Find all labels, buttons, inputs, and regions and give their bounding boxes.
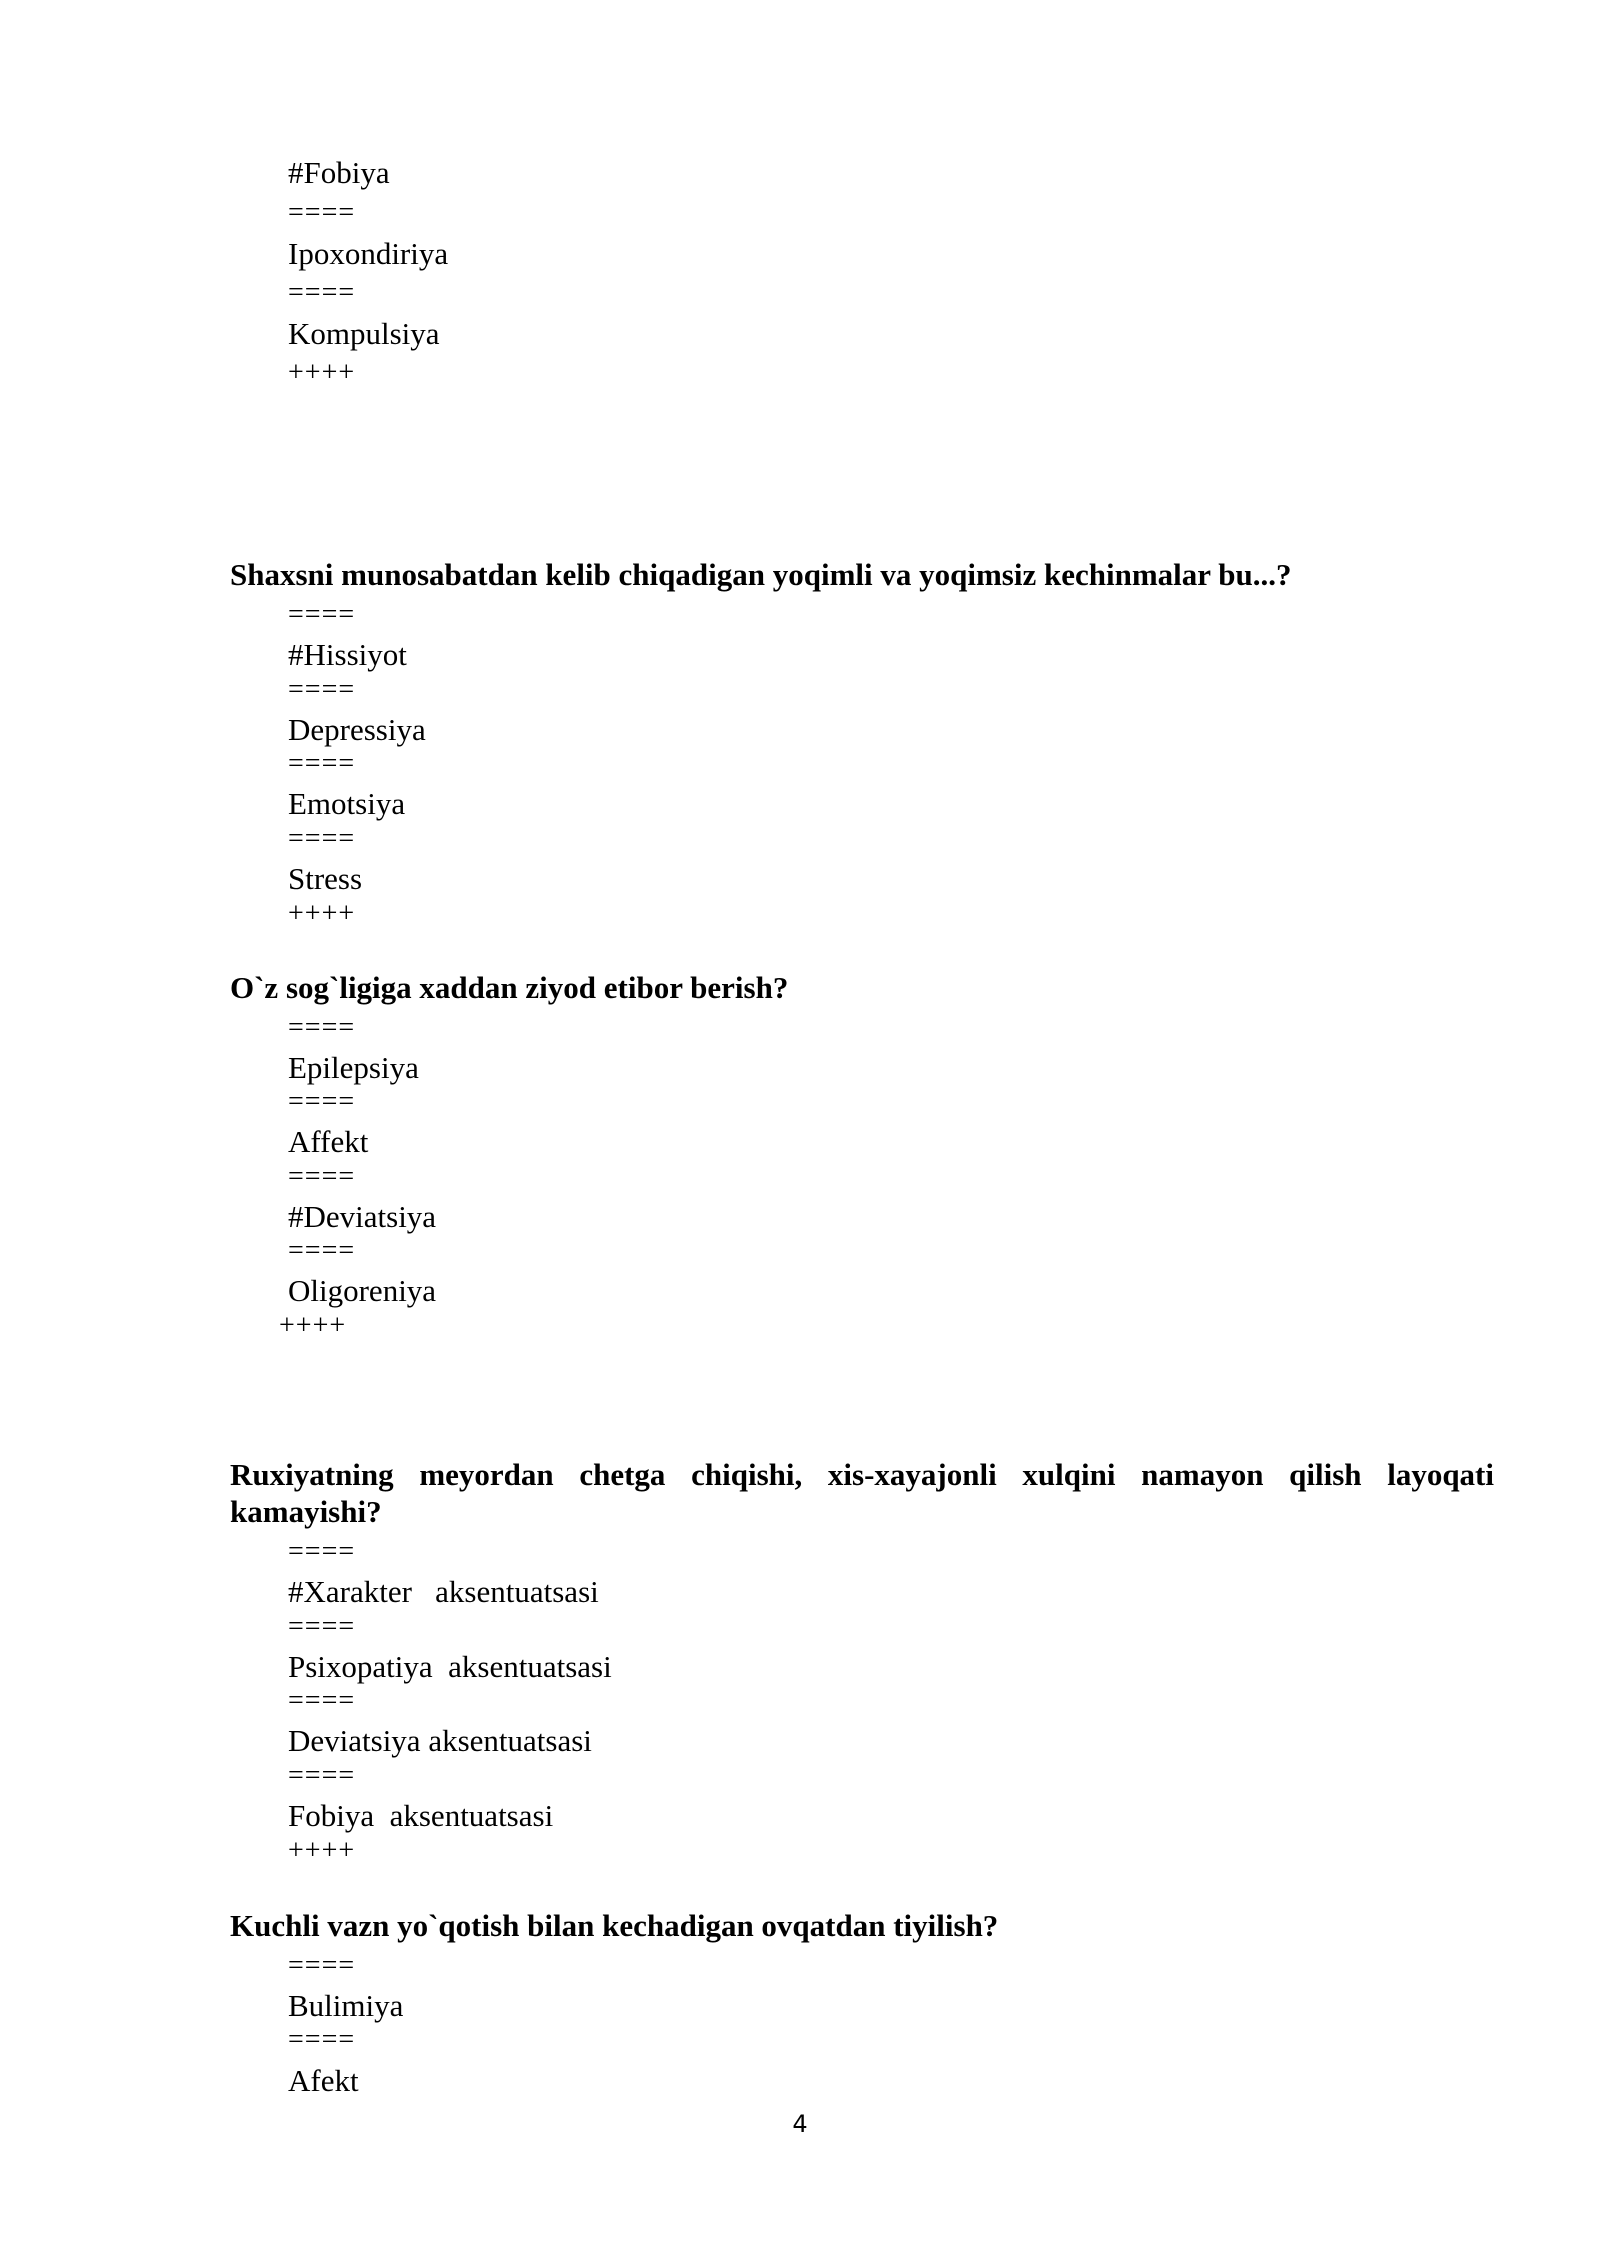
answer-option: Afekt xyxy=(288,2063,359,2098)
separator: ==== xyxy=(288,674,356,705)
answer-option: #Fobiya xyxy=(288,155,390,190)
question-text: Ruxiyatning meyordan chetga chiqishi, xis-xayajonli xulqini namayon qilish layoqati kamayishi? xyxy=(230,1457,1494,1529)
end-marker: ++++ xyxy=(288,357,356,388)
separator: ==== xyxy=(288,1235,356,1266)
answer-option: Oligoreniya xyxy=(288,1273,437,1308)
answer-option: Depressiya xyxy=(288,712,426,747)
separator: ==== xyxy=(288,277,356,308)
separator: ==== xyxy=(288,1611,356,1642)
answer-option: #Deviatsiya xyxy=(288,1199,437,1234)
end-marker: ++++ xyxy=(288,898,356,929)
separator: ==== xyxy=(288,1161,356,1192)
answer-option: Deviatsiya aksentuatsasi xyxy=(288,1723,592,1758)
end-marker: ++++ xyxy=(288,1835,356,1866)
end-marker: ++++ xyxy=(279,1310,347,1341)
separator: ==== xyxy=(288,748,356,779)
answer-option: Psixopatiya aksentuatsasi xyxy=(288,1649,612,1684)
separator: ==== xyxy=(288,1086,356,1117)
separator: ==== xyxy=(288,1012,356,1043)
question-text: Shaxsni munosabatdan kelib chiqadigan yoqimli va yoqimsiz kechinmalar bu...? xyxy=(230,557,1292,592)
answer-option: Ipoxondiriya xyxy=(288,236,449,271)
answer-option: Stress xyxy=(288,861,363,896)
separator: ==== xyxy=(288,197,356,228)
answer-option: Fobiya aksentuatsasi xyxy=(288,1798,554,1833)
answer-option: Kompulsiya xyxy=(288,316,440,351)
separator: ==== xyxy=(288,823,356,854)
separator: ==== xyxy=(288,599,356,630)
answer-option: #Hissiyot xyxy=(288,637,407,672)
page-number: 4 xyxy=(792,2110,808,2138)
separator: ==== xyxy=(288,2024,356,2055)
answer-option: #Xarakter aksentuatsasi xyxy=(288,1574,599,1609)
separator: ==== xyxy=(288,1685,356,1716)
answer-option: Affekt xyxy=(288,1124,369,1159)
separator: ==== xyxy=(288,1760,356,1791)
answer-option: Bulimiya xyxy=(288,1988,404,2023)
separator: ==== xyxy=(288,1950,356,1981)
question-text: O`z sog`ligiga xaddan ziyod etibor berish? xyxy=(230,970,789,1005)
answer-option: Epilepsiya xyxy=(288,1050,419,1085)
question-text: Kuchli vazn yo`qotish bilan kechadigan ovqatdan tiyilish? xyxy=(230,1908,999,1943)
answer-option: Emotsiya xyxy=(288,786,406,821)
separator: ==== xyxy=(288,1536,356,1567)
